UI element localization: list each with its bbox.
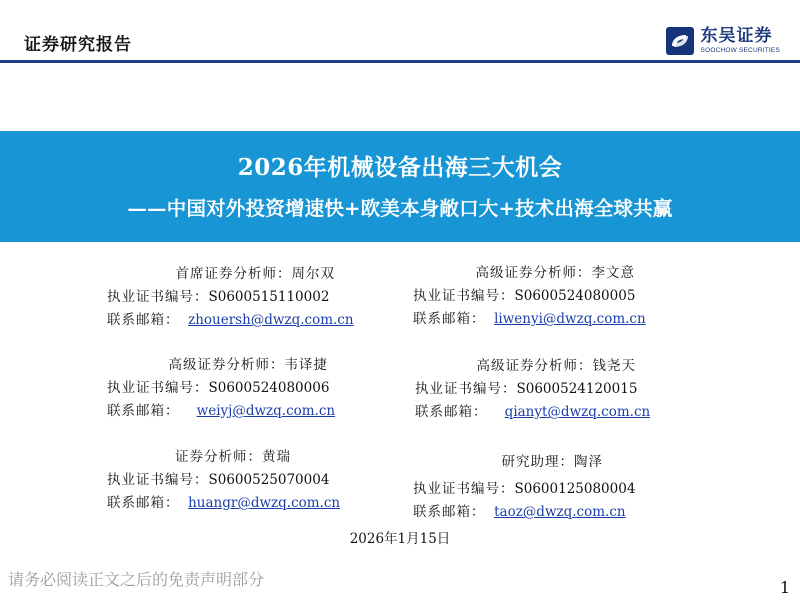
analyst-email-link[interactable]: huangr@dwzq.com.cn	[188, 495, 341, 511]
report-subtitle: ——中国对外投资增速快+欧美本身敞口大+技术出海全球共赢	[127, 197, 673, 220]
report-title: 2026年机械设备出海三大机会	[237, 154, 563, 181]
logo-english-name: SOOCHOW SECURITIES	[700, 46, 780, 54]
analyst-email-link[interactable]: zhouersh@dwzq.com.cn	[188, 312, 354, 328]
email-label: 联系邮箱：	[415, 404, 488, 420]
cert-label: 执业证书编号：	[413, 481, 515, 497]
cert-label: 执业证书编号：	[413, 288, 515, 304]
email-label: 联系邮箱：	[107, 312, 180, 328]
cert-label: 执业证书编号：	[107, 472, 209, 488]
cert-number: S0600515110002	[208, 289, 330, 305]
cert-number: S0600524080006	[208, 380, 330, 396]
analyst-title: 高级证券分析师：韦译捷	[168, 357, 328, 373]
report-date: 2026年1月15日	[349, 531, 451, 547]
cert-label: 执业证书编号：	[415, 381, 517, 397]
analyst-email-link[interactable]: liwenyi@dwzq.com.cn	[494, 311, 646, 327]
page-number: 1	[779, 578, 790, 597]
analyst-email-link[interactable]: weiyj@dwzq.com.cn	[196, 403, 336, 419]
analyst-title: 高级证券分析师：李文意	[475, 265, 635, 281]
email-label: 联系邮箱：	[413, 311, 486, 327]
title-banner	[0, 131, 800, 242]
analyst-email-link[interactable]: taoz@dwzq.com.cn	[494, 504, 626, 520]
email-label: 联系邮箱：	[413, 504, 486, 520]
email-label: 联系邮箱：	[107, 403, 180, 419]
company-logo	[665, 26, 780, 56]
cert-number: S0600125080004	[514, 481, 636, 497]
analyst-block-3	[107, 354, 367, 423]
logo-chinese-name: 东吴证券	[700, 25, 773, 46]
analyst-block-1	[107, 263, 367, 332]
analyst-title: 研究助理：陶泽	[501, 454, 603, 470]
header-divider	[0, 60, 800, 63]
analyst-block-5	[107, 446, 367, 515]
document-type-label: 证券研究报告	[24, 35, 132, 55]
analyst-email-link[interactable]: qianyt@dwzq.com.cn	[504, 404, 651, 420]
analyst-block-6	[413, 451, 673, 524]
analyst-block-4	[415, 355, 675, 424]
cert-number: S0600524080005	[514, 288, 636, 304]
cert-label: 执业证书编号：	[107, 380, 209, 396]
cert-label: 执业证书编号：	[107, 289, 209, 305]
cert-number: S0600524120015	[516, 381, 638, 397]
cert-number: S0600525070004	[208, 472, 330, 488]
analyst-title: 证券分析师：黄瑞	[175, 449, 291, 465]
analyst-title: 高级证券分析师：钱尧天	[476, 358, 636, 374]
email-label: 联系邮箱：	[107, 495, 180, 511]
disclaimer-note: 请务必阅读正文之后的免责声明部分	[8, 570, 265, 589]
analyst-title: 首席证券分析师：周尔双	[175, 266, 335, 282]
soochow-logo-icon	[665, 26, 695, 56]
analyst-block-2	[413, 262, 673, 331]
